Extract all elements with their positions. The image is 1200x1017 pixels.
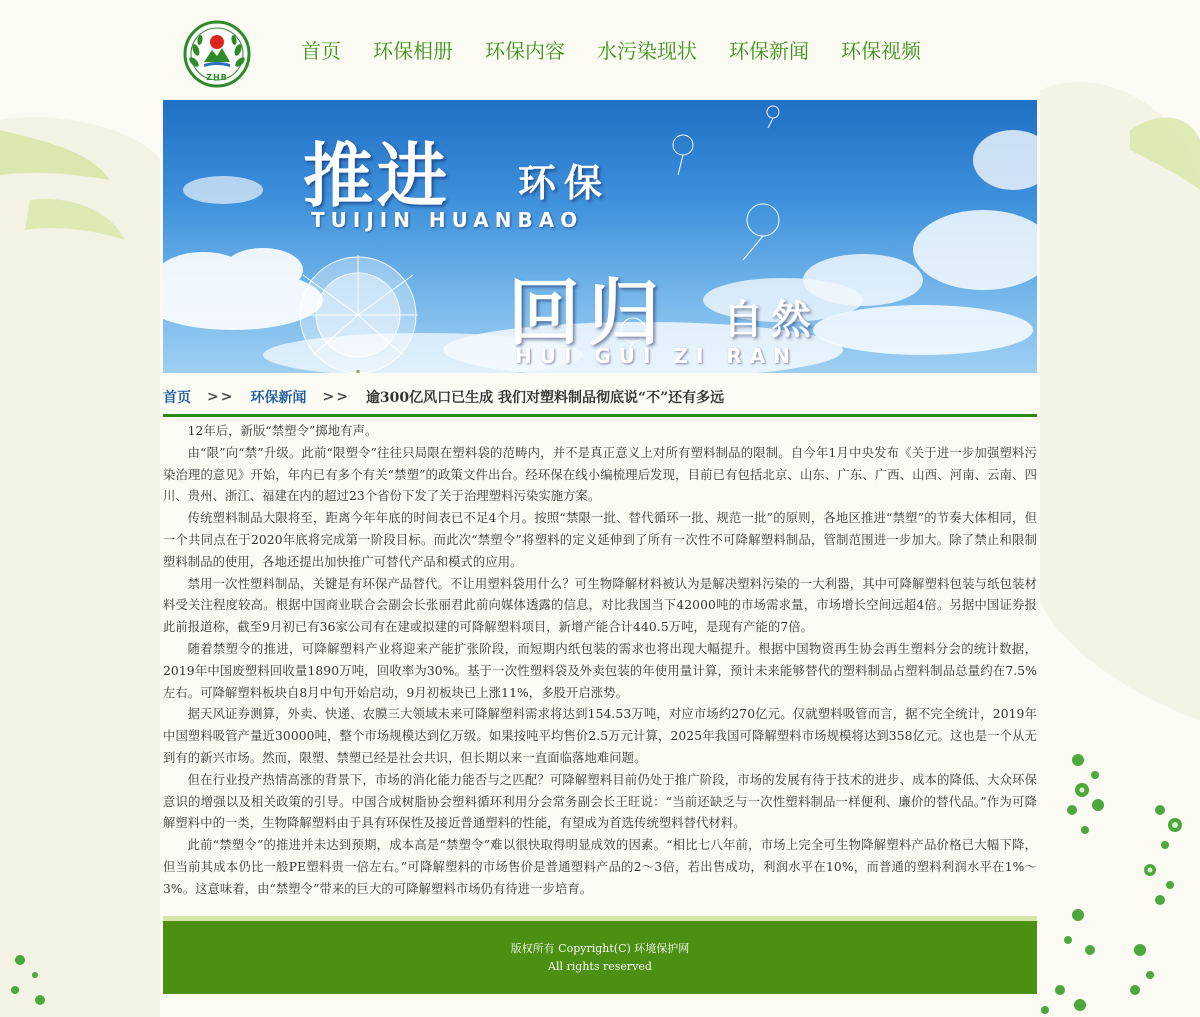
article-paragraph: 12年后，新版“禁塑令”掷地有声。: [187, 424, 378, 438]
article-paragraph: 由“限”向“禁”升级。此前“限塑令”往往只局限在塑料袋的范畴内，并不是真正意义上对所有塑料制品的限制。自今年1月中央发布《关于进一步加强塑料污染治理的意见》开始，年内已有多个有关“禁塑”的政策文件出台。经环保在线小编梳理后发现，目前已有包括北京、山东、广东、广西、山西、河南、云南、四川、贵州、浙江、福建在内的超过23个省份下发了关于治理塑料污染实施方案。: [163, 445, 1037, 504]
banner-pinyin-1: TUIJIN HUANBAO: [311, 208, 584, 232]
breadcrumb-current-title: 逾300亿风口已生成 我们对塑料制品彻底说“不”还有多远: [365, 389, 725, 406]
breadcrumb: [163, 373, 1037, 417]
site-logo[interactable]: [182, 20, 252, 88]
breadcrumb-home-link[interactable]: 首页: [163, 389, 191, 406]
article-paragraph: 传统塑料制品大限将至，距离今年年底的时间表已不足4个月。按照“禁限一批、替代循环一批、规范一批”的原则，各地区推进“禁塑”的节奏大体相同，但一个共同点在于2020年底将完成第一阶段目标。而此次“禁塑令”将塑料的定义延伸到了所有一次性不可降解塑料制品，管制范围进一步加大。除了禁止和限制塑料制品的使用，各地还提出加快推广可替代产品和模式的应用。: [163, 511, 1037, 569]
article-paragraph: 但在行业投产热情高涨的背景下，市场的消化能力能否与之匹配？可降解塑料目前仍处于推广阶段，市场的发展有待于技术的进步、成本的降低、大众环保意识的增强以及相关政策的引导。中国合成树脂协会塑料循环利用分会常务副会长王旺说：“当前还缺乏与一次性塑料制品一样便利、廉价的替代品。”作为可降解塑料中的一类，生物降解塑料由于具有环保性及接近普通塑料的性能，有望成为首选传统塑料替代材料。: [163, 772, 1037, 831]
nav-item-album[interactable]: 环保相册: [373, 39, 453, 63]
logo-text: ZHB: [206, 73, 228, 82]
nav-item-water-pollution[interactable]: 水污染现状: [597, 39, 697, 63]
nav-item-video[interactable]: 环保视频: [841, 39, 921, 63]
footer-copyright: 版权所有 Copyright(C) 环境保护网: [510, 941, 690, 955]
article-paragraph: 此前“禁塑令”的推进并未达到预期，成本高是“禁塑令”难以很快取得明显成效的因素。“相比七八年前，市场上完全可生物降解塑料产品价格已大幅下降，但当前其成本仍比一般PE塑料贵一倍左右。”可降解塑料的市场售价是普通塑料产品的2～3倍，若出售成功，利润水平在10%，而普通的塑料利润水平在1%～3%。这意味着，由“禁塑令”带来的巨大的可降解塑料市场仍有待进一步培育。: [163, 838, 1037, 896]
breadcrumb-separator: >>: [322, 388, 350, 405]
page-container: [163, 0, 1037, 994]
banner-title-2-sub: 自然: [723, 297, 819, 343]
breadcrumb-separator: >>: [207, 388, 235, 405]
banner-title-2-main: 回归: [508, 271, 669, 355]
main-nav: [301, 35, 953, 64]
banner-pinyin-2: HUI GUI ZI RAN: [515, 344, 798, 368]
nav-item-news[interactable]: 环保新闻: [729, 39, 809, 63]
nav-item-content[interactable]: 环保内容: [485, 39, 565, 63]
banner-title-1-sub: 环保: [518, 161, 611, 205]
article-paragraph: 据天风证券测算，外卖、快递、农膜三大领域未来可降解塑料需求将达到154.53万吨，对应市场约270亿元。仅就塑料吸管而言，据不完全统计，2019年中国塑料吸管产量近30000吨，整个市场规模达到亿万级。如果按吨平均售价2.5万元计算，2025年我国可降解塑料市场规模将达到358亿元。这也是一个从无到有的新兴市场。然而，限塑、禁塑已经是社会共识，但长期以来一直面临落地难问题。: [163, 707, 1037, 765]
breadcrumb-section-link[interactable]: 环保新闻: [250, 389, 307, 406]
article-body: [163, 417, 1037, 916]
article-paragraph: 随着禁塑令的推进，可降解塑料产业将迎来产能扩张阶段，而短期内纸包装的需求也将出现大幅提升。根据中国物资再生协会再生塑料分会的统计数据，2019年中国废塑料回收量1890万吨，回收率为30%。基于一次性塑料袋及外卖包装的年使用量计算，预计未来能够替代的塑料制品占塑料制品总量约在7.5%左右。可降解塑料板块自8月中旬开始启动，9月初板块已上涨11%，多股开启涨势。: [163, 641, 1037, 700]
article-paragraph: 禁用一次性塑料制品，关键是有环保产品替代。不让用塑料袋用什么？可生物降解材料被认为是解决塑料污染的一大利器，其中可降解塑料包装与纸包装材料受关注程度较高。根据中国商业联合会副会长张丽君此前向媒体透露的信息，对比我国当下42000吨的市场需求量，市场增长空间远超4倍。另据中国证券报此前报道称，截至9月初已有36家公司有在建或拟建的可降解塑料项目，新增产能合计440.5万吨，是现有产能的7倍。: [163, 576, 1037, 635]
header: [163, 0, 1037, 100]
footer-rights: All rights reserved: [548, 959, 652, 973]
hero-banner: [163, 100, 1037, 373]
nav-item-home[interactable]: 首页: [301, 39, 341, 63]
footer: [163, 921, 1037, 994]
banner-title-1-main: 推进: [303, 135, 451, 217]
